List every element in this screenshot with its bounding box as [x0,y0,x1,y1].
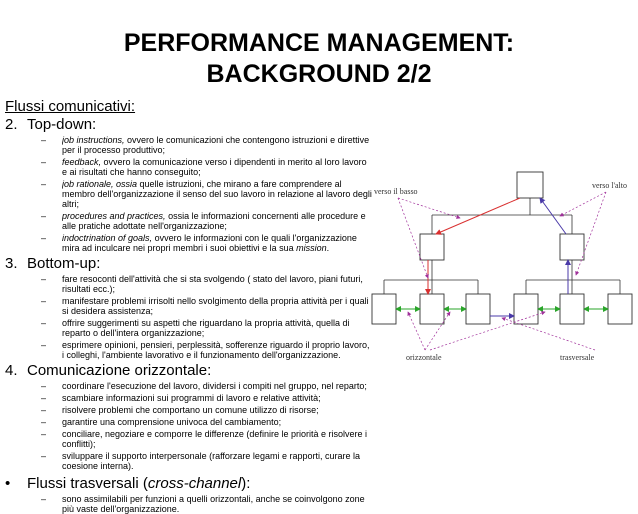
title-line-2: BACKGROUND 2/2 [206,60,432,88]
item-text: garantire una comprensione univoca del cambiamento; [62,417,282,427]
slide-title [0,28,638,90]
label-trasversale: trasversale [560,353,595,362]
list-item [0,381,372,391]
dash-bullet: – [41,405,47,415]
item-text: manifestare problemi irrisolti nello svolgimento della propria attività per i quali [62,296,369,306]
list-item [0,393,372,403]
item-text-line2: e ai risultati che hanno conseguito; [62,167,201,177]
item-term: indoctrination of goals, [62,233,153,243]
org-box-mid-right [560,234,584,260]
section-bullet: • [5,475,11,492]
label-verso-il-basso: verso il basso [374,187,418,196]
item-text: sono assimilabili per funzioni a quelli orizzontali, anche se coinvolgono zone [62,494,365,504]
item-text: sviluppare il supporto interpersonale (rafforzare legami e rapporti, curare la [62,451,360,461]
item-text-line3: altri; [62,199,80,209]
item-list [0,381,372,471]
dash-bullet: – [41,494,47,504]
list-item [0,494,372,514]
item-text: offrire suggerimenti su aspetti che riguardano la propria attività, quella di [62,318,350,328]
dash-bullet: – [41,157,47,167]
item-text-line2: per il processo produttivo; [62,145,166,155]
org-box-bottom [420,294,444,324]
section-horizontal [0,362,372,471]
item-text-line2: mira ad inculcare nei propri membri i suoi obiettivi e la sua [62,243,294,253]
org-box-bottom [560,294,584,324]
label-verso-l-alto: verso l'alto [592,181,627,190]
arrow-up [540,198,566,234]
dash-bullet: – [41,393,47,403]
item-text: conciliare, negoziare e comporre le differenze (definire le priorità e risolvere i [62,429,367,439]
section-number: 2. [5,116,18,133]
org-chart-diagram [370,160,636,370]
org-box-top [517,172,543,198]
dash-bullet: – [41,318,47,328]
dash-bullet: – [41,211,47,221]
item-text-line2: risultati ecc.); [62,284,116,294]
item-text: coordinare l'esecuzione del lavoro, dividersi i compiti nel gruppo, nel reparto; [62,381,367,391]
item-text-line2: alle pratiche adottate nell'organizzazione; [62,221,227,231]
list-item [0,179,372,209]
item-term-mission: mission [296,243,327,253]
dash-bullet: – [41,296,47,306]
content-list [0,116,372,514]
section-title-end: ): [241,475,251,492]
section-title: Flussi trasversali ( [27,475,148,492]
item-term: job rationale, ossia [62,179,138,189]
label-orizzontale: orizzontale [406,353,442,362]
item-text-end: . [326,243,330,253]
dash-bullet: – [41,417,47,427]
list-item [0,417,372,427]
section-heading [0,116,372,133]
list-item [0,296,372,316]
tree-connectors [384,198,620,294]
list-item [0,135,372,155]
item-text: fare resoconti dell'attività che si sta svolgendo ( stato del lavoro, piani futuri, [62,274,363,284]
item-text: scambiare informazioni sui programmi di lavoro e relative attività; [62,393,321,403]
item-text-line2: i colleghi, l'ambiente lavorativo e il funzionamento dell'organizzazione. [62,350,341,360]
section-heading [0,255,372,272]
org-box-bottom [466,294,490,324]
item-text-line2: più vaste dell'organizzazione. [62,504,180,514]
list-item [0,451,372,471]
section-title: Bottom-up: [27,255,101,272]
dash-bullet: – [41,340,47,350]
list-item [0,405,372,415]
dash-bullet: – [41,274,47,284]
org-box-bottom [608,294,632,324]
section-bottom-up [0,255,372,360]
label-pointers [398,192,606,350]
section-title-em: cross-channel [147,475,242,492]
section-title: Comunicazione orizzontale: [27,362,212,379]
org-box-mid-left [420,234,444,260]
dash-bullet: – [41,451,47,461]
org-box-bottom [372,294,396,324]
item-text: quelle istruzioni, che mirano a fare comprendere al [137,179,342,189]
dash-bullet: – [41,135,47,145]
item-text: risolvere problemi che comportano un comune utilizzo di risorse; [62,405,319,415]
section-number: 3. [5,255,18,272]
item-text: esprimere opinioni, pensieri, perplessità, sofferenze riguardo il proprio lavoro, [62,340,370,350]
section-title: Top-down: [27,116,97,133]
dash-bullet: – [41,233,47,243]
item-text: ovvero le informazioni con le quali l'organizzazione [152,233,357,243]
item-term: feedback, [62,157,102,167]
item-list [0,274,372,360]
list-item [0,157,372,177]
section-cross-channel [0,475,372,514]
item-text-line2: reparto o dell'intera organizzazione; [62,328,205,338]
item-text-line2: membro dell'organizzazione il senso del suo lavoro in relazione al lavoro degli [62,189,372,199]
list-item [0,340,372,360]
arrow-down [436,198,520,234]
item-text-line2: si desidera assistenza; [62,306,154,316]
list-item [0,211,372,231]
item-list [0,135,372,253]
section-top-down [0,116,372,253]
item-text-line2: conflitti); [62,439,96,449]
org-box-bottom [514,294,538,324]
section-heading [0,362,372,379]
list-item [0,274,372,294]
list-item [0,233,372,253]
item-text: ovvero le comunicazioni che contengono istruzioni e direttive [124,135,370,145]
item-text: ovvero la comunicazione verso i dipendenti in merito al loro lavoro [101,157,367,167]
list-item [0,318,372,338]
title-line-1: PERFORMANCE MANAGEMENT: [123,29,515,57]
dash-bullet: – [41,179,47,189]
section-number: 4. [5,362,18,379]
item-text: ossia le informazioni concernenti alle procedure e [165,211,366,221]
subtitle: Flussi comunicativi: [5,98,136,115]
item-list [0,494,372,514]
item-term: job instructions, [62,135,125,145]
list-item [0,429,372,449]
dash-bullet: – [41,429,47,439]
item-text-line2: coesione interna). [62,461,134,471]
dash-bullet: – [41,381,47,391]
item-term: procedures and practices, [62,211,166,221]
